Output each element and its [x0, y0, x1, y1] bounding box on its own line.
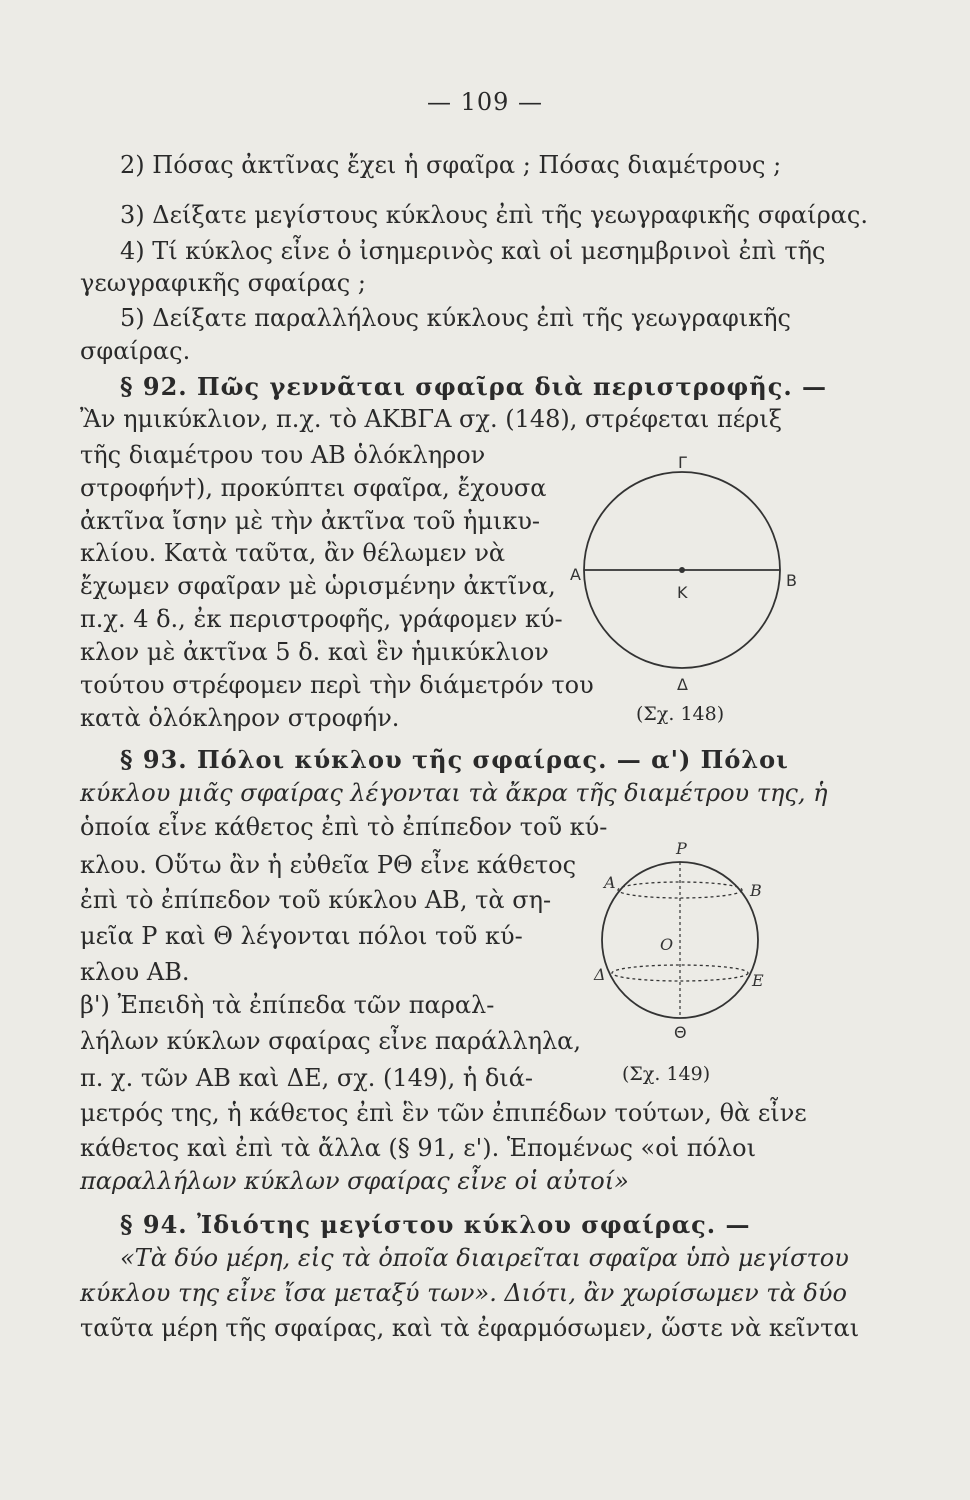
question-4: 4) Τί κύκλος εἶνε ὁ ἰσημερινὸς καὶ οἱ μεσημβρινοὶ ἐπὶ τῆς [120, 237, 826, 265]
s92-line-9: τούτου στρέφομεν περὶ τὴν διάμετρόν του [80, 671, 594, 699]
s94-line-1: «Τὰ δύο μέρη, εἰς τὰ ὁποῖα διαιρεῖται σφαῖρα ὑπὸ μεγίστου [120, 1244, 849, 1272]
circle-ab [618, 882, 742, 898]
s93-line-2: ὁποία εἶνε κάθετος ἐπὶ τὸ ἐπίπεδον τοῦ κύ- [80, 813, 608, 841]
label-o: Ο [660, 935, 674, 954]
page-number: — 109 — [426, 88, 544, 116]
s93-line-9: π. χ. τῶν ΑΒ καὶ ΔΕ, σχ. (149), ἡ διά- [80, 1064, 534, 1092]
s92-line-4: ἀκτῖνα ἴσην μὲ τὴν ἀκτῖνα τοῦ ἡμικυ- [80, 507, 541, 535]
label-a: Α [604, 873, 616, 892]
s92-line-1: Ἂν ημικύκλιον, π.χ. τὸ ΑΚΒΓΑ σχ. (148), στρέφεται πέριξ [80, 405, 782, 433]
label-rho: Ρ [676, 840, 687, 858]
s92-line-7: π.χ. 4 δ., ἐκ περιστροφῆς, γράφομεν κύ- [80, 605, 563, 633]
label-theta: Θ [674, 1023, 687, 1040]
s93-line-4: ἐπὶ τὸ ἐπίπεδον τοῦ κύκλου ΑΒ, τὰ ση- [80, 886, 552, 914]
question-3: 3) Δείξατε μεγίστους κύκλους ἐπὶ τῆς γεωγραφικῆς σφαίρας. [120, 201, 868, 229]
s92-line-2: τῆς διαμέτρου του ΑΒ ὁλόκληρον [80, 441, 486, 469]
question-5: 5) Δείξατε παραλλήλους κύκλους ἐπὶ τῆς γεωγραφικῆς [120, 304, 791, 332]
s93-line-1: κύκλου μιᾶς σφαίρας λέγονται τὰ ἄκρα τῆς διαμέτρου της, ἡ [80, 779, 828, 807]
s93-line-12: παραλλήλων κύκλων σφαίρας εἶνε οἱ αὐτοί» [80, 1167, 629, 1195]
s93-line-7: β') Ἐπειδὴ τὰ ἐπίπεδα τῶν παραλ- [80, 991, 495, 1019]
s93-line-10: μετρός της, ἡ κάθετος ἐπὶ ἓν τῶν ἐπιπέδων τούτων, θὰ εἶνε [80, 1099, 807, 1127]
center-point [679, 567, 685, 573]
figure-148-circle-diagram [560, 440, 800, 700]
s93-line-6: κλου ΑΒ. [80, 958, 190, 986]
section-93-heading: § 93. Πόλοι κύκλου τῆς σφαίρας. — α') Πόλοι [120, 745, 789, 774]
question-2: 2) Πόσας ἀκτῖνας ἔχει ἡ σφαῖρα ; Πόσας διαμέτρους ; [120, 151, 782, 179]
section-92-heading: § 92. Πῶς γεννᾶται σφαῖρα διὰ περιστροφῆς. — [120, 372, 828, 401]
s93-line-5: μεῖα Ρ καὶ Θ λέγονται πόλοι τοῦ κύ- [80, 922, 523, 950]
s92-line-10: κατὰ ὁλόκληρον στροφήν. [80, 704, 400, 732]
question-4-cont: γεωγραφικῆς σφαίρας ; [80, 269, 366, 297]
s93-line-11: κάθετος καὶ ἐπὶ τὰ ἄλλα (§ 91, ε'). Ἑπομένως «οἱ πόλοι [80, 1134, 756, 1162]
label-e: Ε [752, 971, 764, 990]
s93-line-3: κλου. Οὕτω ἂν ἡ εὐθεῖα ΡΘ εἶνε κάθετος [80, 851, 577, 879]
label-beta: Β [786, 571, 797, 590]
label-alpha: Α [570, 565, 581, 584]
s92-line-6: ἔχωμεν σφαῖραν μὲ ὡρισμένην ἀκτῖνα, [80, 572, 556, 600]
question-5-cont: σφαίρας. [80, 337, 191, 365]
figure-149-caption: (Σχ. 149) [622, 1063, 711, 1085]
label-kappa: Κ [677, 583, 688, 602]
s92-line-3: στροφήν†), προκύπτει σφαῖρα, ἔχουσα [80, 474, 547, 502]
label-d: Δ [594, 965, 606, 984]
label-delta: Δ [677, 675, 688, 694]
s93-line-8: λήλων κύκλων σφαίρας εἶνε παράλληλα, [80, 1027, 582, 1055]
figure-148-caption: (Σχ. 148) [636, 703, 725, 725]
section-94-heading: § 94. Ἰδιότης μεγίστου κύκλου σφαίρας. — [120, 1210, 751, 1239]
label-gamma: Γ [678, 453, 687, 472]
s92-line-8: κλον μὲ ἀκτῖνα 5 δ. καὶ ἓν ἡμικύκλιον [80, 638, 549, 666]
s92-line-5: κλίου. Κατὰ ταῦτα, ἂν θέλωμεν νὰ [80, 539, 506, 567]
s94-line-3: ταῦτα μέρη τῆς σφαίρας, καὶ τὰ ἐφαρμόσωμεν, ὥστε νὰ κεῖνται [80, 1314, 860, 1342]
figure-149-sphere-diagram [590, 840, 780, 1040]
label-b: Β [750, 881, 762, 900]
s94-line-2: κύκλου της εἶνε ἴσα μεταξύ των». Διότι, ἂν χωρίσωμεν τὰ δύο [80, 1279, 847, 1307]
